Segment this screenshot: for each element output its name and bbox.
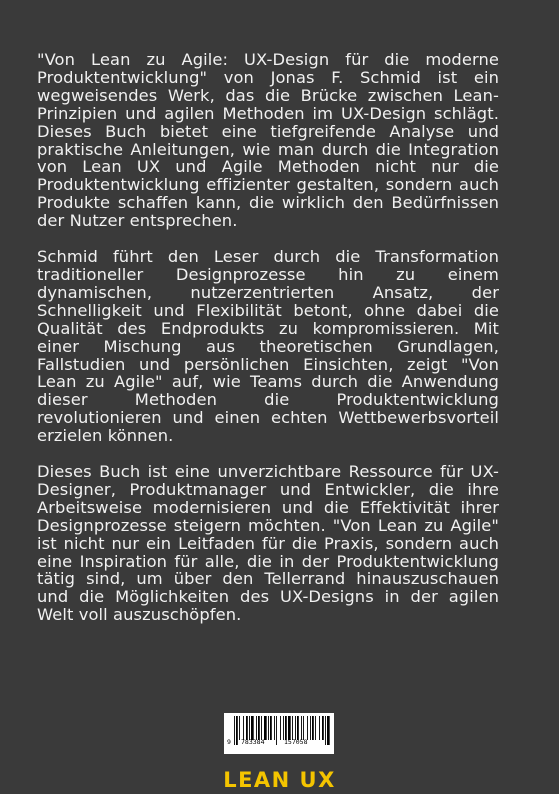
barcode-bar bbox=[280, 716, 281, 740]
barcode-bar bbox=[264, 716, 267, 740]
barcode-bar bbox=[251, 716, 254, 740]
isbn-prefix-digit: 9 bbox=[227, 738, 231, 746]
barcode-bar bbox=[310, 716, 311, 740]
blurb-paragraph-1: "Von Lean zu Agile: UX-Design für die moderne Produktentwicklung" von Jonas F. Schmid ist ein wegweisendes Werk, das die Brücke zwischen Lean-Prinzipien und agilen Methoden im UX-Design schlägt. Dieses Buch bietet eine tiefgreifende Analyse und praktische Anleitungen, wie man durch die Integration von Lean UX und Agile Methoden nicht nur die Produktentwicklung effizienter gestalten, sondern auch Produkte schaffen kann, die wirklich den Bedürfnissen der Nutzer entsprechen. bbox=[37, 50, 499, 231]
blurb-text bbox=[37, 51, 499, 642]
barcode-bar bbox=[258, 716, 260, 740]
barcode-bar bbox=[301, 716, 302, 740]
barcode-bar bbox=[268, 716, 269, 740]
barcode-bar bbox=[243, 716, 244, 740]
barcode-bar bbox=[256, 716, 257, 740]
barcode-bar bbox=[307, 716, 308, 740]
barcode-bar bbox=[303, 716, 304, 740]
barcode-bar bbox=[239, 716, 240, 740]
barcode-bar bbox=[285, 716, 287, 740]
brand-logo-text: LEAN UX bbox=[223, 768, 336, 792]
barcode-bar bbox=[270, 716, 272, 740]
barcode-bar bbox=[315, 716, 316, 740]
barcode-bar bbox=[246, 716, 248, 740]
isbn-number bbox=[224, 738, 334, 750]
isbn-left-group: 783384 bbox=[241, 738, 265, 746]
barcode-bar bbox=[283, 716, 284, 740]
isbn-right-group: 157058 bbox=[284, 738, 308, 746]
barcode-bar bbox=[249, 716, 250, 740]
blurb-paragraph-3: Dieses Buch ist eine unverzichtbare Ressource für UX-Designer, Produktmanager und Entwickler, die ihre Arbeitsweise modernisieren und die Effektivität ihrer Designprozesse steigern möchten. "Von Lean zu Agile" ist nicht nur ein Leitfaden für die Praxis, sondern auch eine Inspiration für alle, die in der Produktentwicklung tätig sind, um über den Tellerrand hinauszuschauen und die Möglichkeiten des UX-Designs in der agilen Welt voll auszuschöpfen. bbox=[37, 462, 499, 625]
isbn-barcode bbox=[224, 713, 334, 754]
barcode-bar bbox=[288, 716, 291, 740]
blurb-paragraph-2: Schmid führt den Leser durch die Transformation traditioneller Designprozesse hin zu einem dynamischen, nutzerzentrierten Ansatz, der Schnelligkeit und Flexibilität betont, ohne dabei die Qualität des Endprodukts zu kompromissieren. Mit einer Mischung aus theoretischen Grundlagen, Fallstudien und persönlichen Einsichten, zeigt "Von Lean zu Agile" auf, wie Teams durch die Anwendung dieser Methoden die Produktentwicklung revolutionieren und einen echten Wettbewerbsvorteil erzielen können. bbox=[37, 247, 499, 446]
barcode-bar bbox=[274, 716, 275, 740]
barcode-bar bbox=[312, 716, 314, 740]
barcode-bar bbox=[297, 716, 299, 740]
barcode-bar bbox=[319, 716, 320, 740]
barcode-bar bbox=[292, 716, 293, 740]
barcode-bar bbox=[322, 716, 324, 740]
barcode-bar bbox=[261, 716, 262, 740]
barcode-bar bbox=[295, 716, 296, 740]
